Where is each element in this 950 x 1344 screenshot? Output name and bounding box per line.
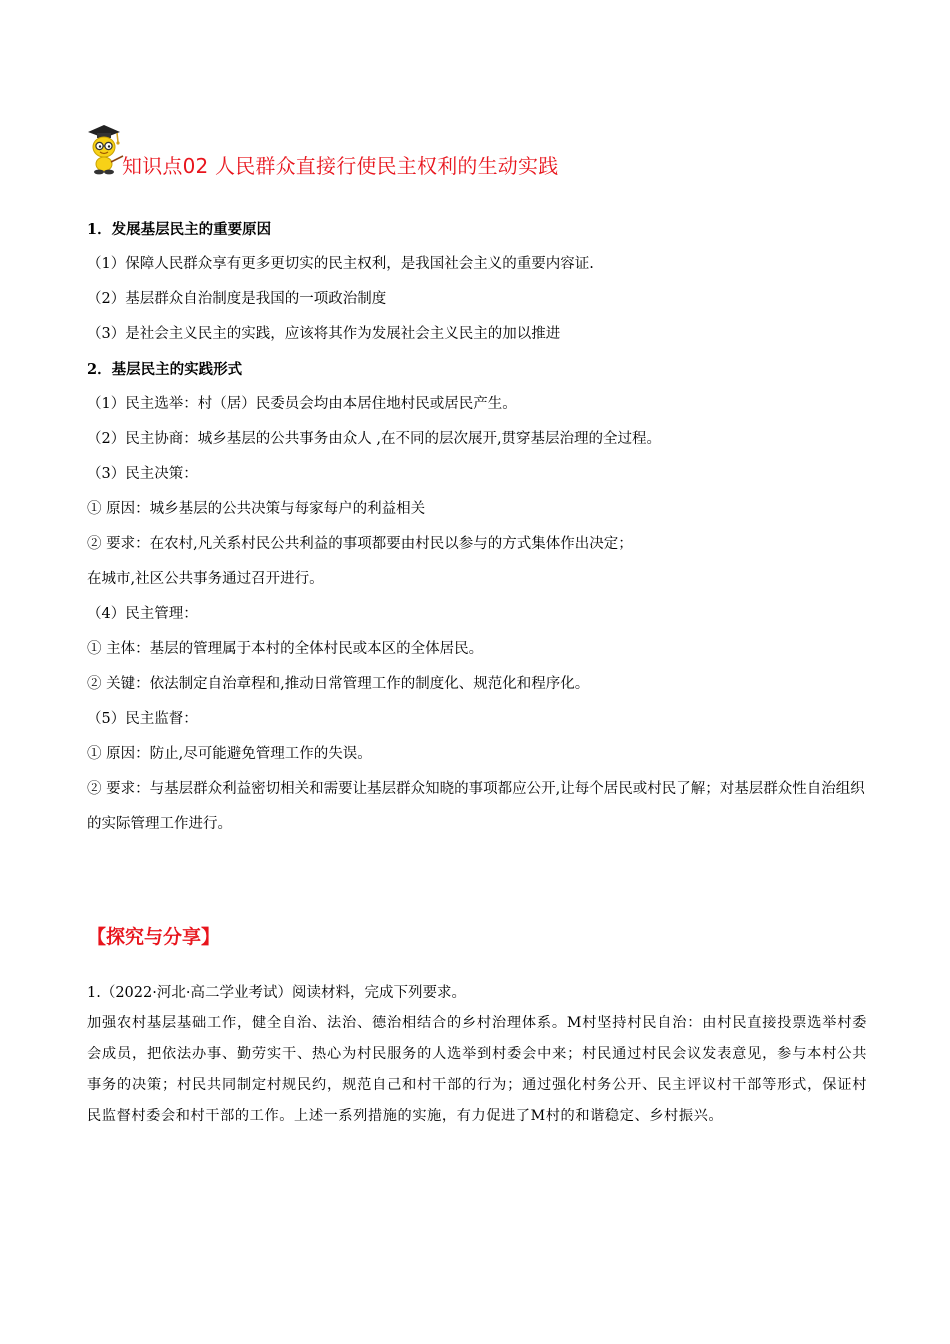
question-stem: 1.（2022·河北·高二学业考试）阅读材料，完成下列要求。 [87,985,466,1001]
graduate-mascot-icon [84,122,124,176]
knowledge-point-title: 知识点02 人民群众直接行使民主权利的生动实践 [122,154,559,178]
paragraph: ① 原因：防止,尽可能避免管理工作的失误。 [87,746,372,762]
knowledge-content [87,212,877,842]
paragraph: （3）民主决策： [87,466,198,482]
paragraph: （1）民主选举：村（居）民委员会均由本居住地村民或居民产生。 [87,396,517,412]
paragraph: （5）民主监督： [87,711,198,727]
paragraph: （2）民主协商：城乡基层的公共事务由众人 ,在不同的层次展开,贯穿基层治理的全过程。 [87,431,662,447]
paragraph: ① 主体：基层的管理属于本村的全体村民或本区的全体居民。 [87,641,484,657]
paragraph: （2）基层群众自治制度是我国的一项政治制度 [87,291,387,307]
paragraph: ② 要求：与基层群众利益密切相关和需要让基层群众知晓的事项都应公开,让每个居民或村民了解；对基层群众性自治组织的实际管理工作进行。 [87,781,865,832]
question-material: 加强农村基层基础工作，健全自治、法治、德治相结合的乡村治理体系。M村坚持村民自治：由村民直接投票选举村委会成员，把依法办事、勤劳实干、热心为村民服务的人选举到村委会中来；村民通过村民会议发表意见，参与本村公共事务的决策；村民共同制定村规民约，规范自己和村干部的行为；通过强化村务公开、民主评议村干部等形式，保证村民监督村委会和村干部的工作。上述一系列措施的实施，有力促进了M村的和谐稳定、乡村振兴。 [87,1015,867,1124]
paragraph: ① 原因：城乡基层的公共决策与每家每户的利益相关 [87,501,426,517]
question-block [87,978,867,1132]
paragraph: （3）是社会主义民主的实践，应该将其作为发展社会主义民主的加以推进 [87,326,561,342]
knowledge-point-header [84,120,884,180]
section-heading: 【探究与分享】 [87,926,221,948]
paragraph: ② 要求：在农村,凡关系村民公共利益的事项都要由村民以参与的方式集体作出决定； [87,536,633,552]
heading-1: 1．发展基层民主的重要原因 [87,221,272,238]
paragraph: （4）民主管理： [87,606,198,622]
heading-2: 2．基层民主的实践形式 [87,361,243,378]
paragraph: ② 关键：依法制定自治章程和,推动日常管理工作的制度化、规范化和程序化。 [87,676,590,692]
paragraph: （1）保障人民群众享有更多更切实的民主权利，是我国社会主义的重要内容证. [87,256,594,272]
paragraph: 在城市,社区公共事务通过召开进行。 [87,571,324,587]
